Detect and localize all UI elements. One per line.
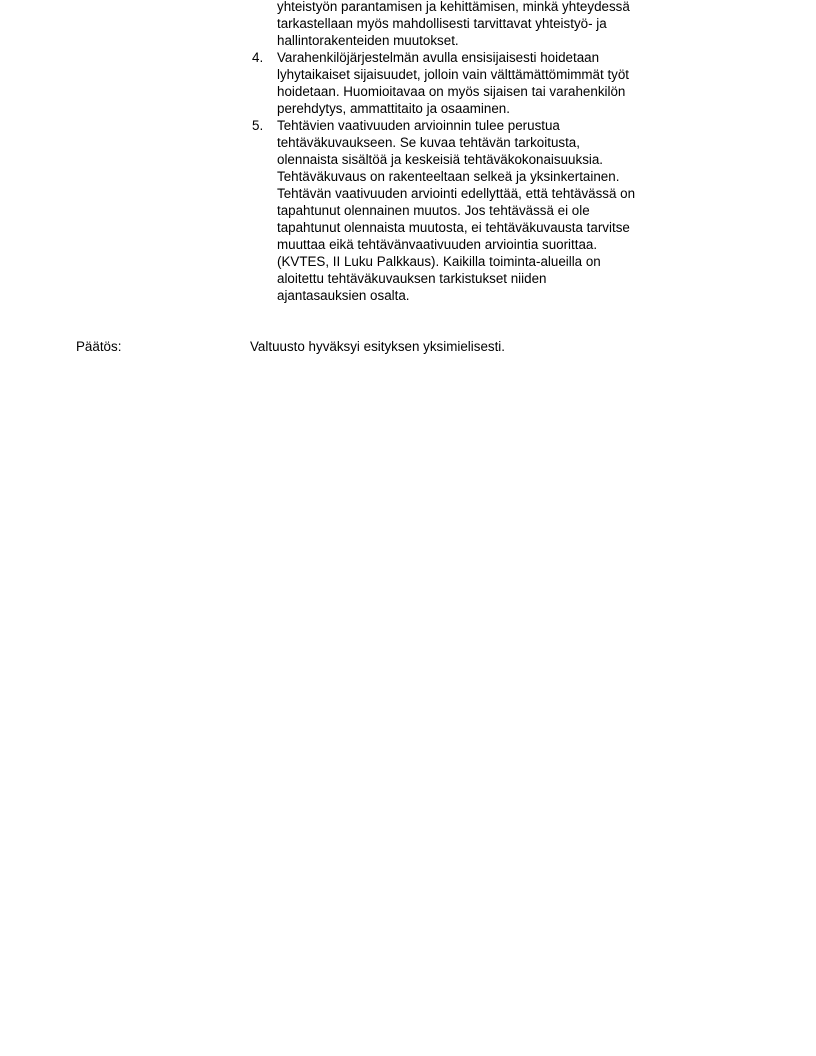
list-item-number: 5.	[252, 118, 264, 133]
list-item-number: 4.	[252, 50, 264, 65]
decision-text: Valtuusto hyväksyi esityksen yksimielisesti.	[250, 339, 506, 354]
decision-label: Päätös:	[76, 339, 122, 354]
list-item-text: Varahenkilöjärjestelmän avulla ensisijaisesti hoidetaan lyhytaikaiset sijaisuudet, jolloin vain välttämättömimmät työt hoidetaan. Huomioitavaa on myös sijaisen tai varahenkilön perehdytys, ammattitaito ja osaaminen.	[277, 50, 630, 116]
list-item-text: yhteistyön parantamisen ja kehittämisen, minkä yhteydessä tarkastellaan myös mahdollisesti tarvittavat yhteistyö- ja hallintorakenteiden muutokset.	[277, 0, 630, 48]
list-item-4	[246, 49, 686, 117]
numbered-list	[246, 0, 686, 304]
list-item-5	[246, 117, 686, 304]
decision-row	[76, 338, 696, 355]
list-item-text: Tehtävien vaativuuden arvioinnin tulee perustua tehtäväkuvaukseen. Se kuvaa tehtävän tarkoitusta, olennaista sisältöä ja keskeisiä tehtäväkokonaisuuksia. Tehtäväkuvaus on rakenteeltaan selkeä ja yksinkertainen. Tehtävän vaativuuden arviointi edellyttää, että tehtävässä on tapahtunut olennainen muutos. Jos tehtävässä ei ole tapahtunut olennaista muutosta, ei tehtäväkuvausta tarvitse muuttaa eikä tehtävänvaativuuden arviointia suorittaa. (KVTES, II Luku Palkkaus). Kaikilla toiminta-alueilla on aloitettu tehtäväkuvauksen tarkistukset niiden ajantasauksien osalta.	[277, 118, 636, 303]
list-item-3-continued	[246, 0, 686, 49]
